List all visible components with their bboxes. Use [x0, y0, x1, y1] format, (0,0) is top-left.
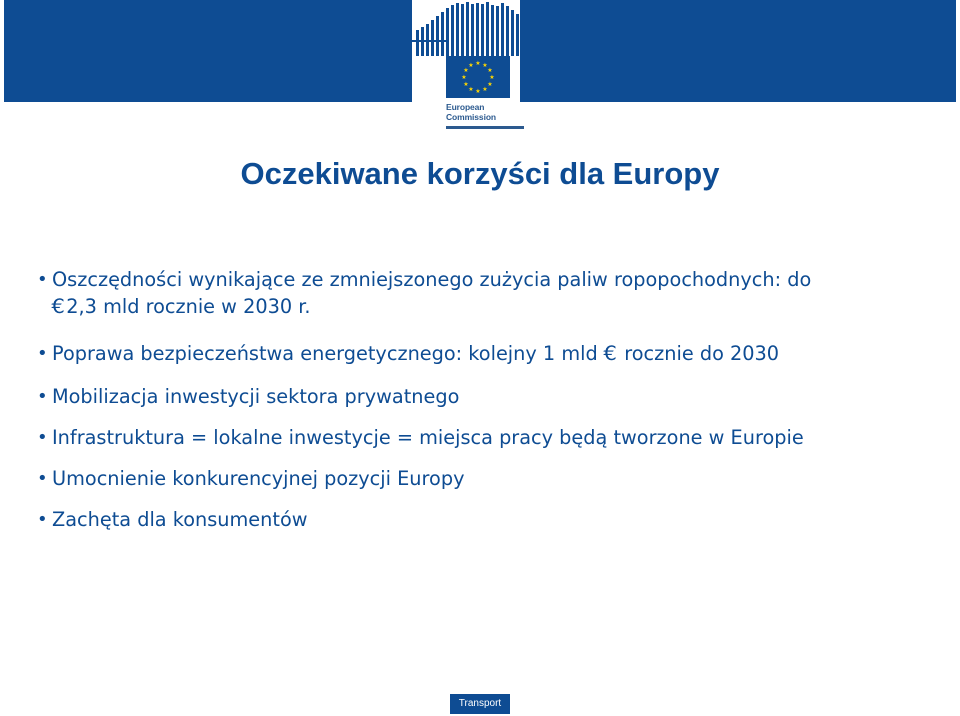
bullet-item	[34, 340, 932, 367]
slide-title: Oczekiwane korzyści dla Europy	[240, 156, 720, 191]
svg-text:★: ★	[487, 81, 493, 88]
bullet-marker: •	[37, 343, 48, 364]
logo-underline	[446, 126, 524, 129]
eu-flag-icon	[446, 56, 510, 98]
bullet-marker: •	[37, 468, 48, 489]
organization-name	[446, 102, 516, 122]
bullet-text-after: rocznie do 2030	[618, 342, 780, 365]
bullet-continuation: 2,3 mld rocznie w 2030 r.	[66, 295, 311, 318]
svg-text:★: ★	[461, 74, 467, 81]
svg-text:★: ★	[489, 74, 495, 81]
bullet-text: Mobilizacja inwestycji sektora prywatnego	[52, 385, 460, 408]
svg-text:★: ★	[468, 62, 474, 69]
bullet-marker: •	[37, 509, 48, 530]
organization-line-2: Commission	[446, 112, 497, 122]
bullet-text: Zachęta dla konsumentów	[52, 508, 308, 531]
bullet-text: Umocnienie konkurencyjnej pozycji Europy	[52, 467, 465, 490]
bullet-list	[34, 266, 932, 547]
svg-text:★: ★	[463, 81, 469, 88]
svg-text:★: ★	[482, 62, 488, 69]
svg-text:★: ★	[482, 86, 488, 93]
svg-text:★: ★	[463, 67, 469, 74]
bullet-item	[34, 506, 932, 533]
bullet-text-before: Poprawa bezpieczeństwa energetycznego: kolejny 1 mld	[52, 342, 604, 365]
bullet-item	[34, 383, 932, 410]
bullet-text: Infrastruktura = lokalne inwestycje = miejsca pracy będą tworzone w Europie	[52, 426, 804, 449]
euro-symbol: €	[603, 342, 617, 365]
svg-text:★: ★	[475, 60, 481, 67]
bullet-marker: •	[37, 386, 48, 407]
euro-symbol: €	[51, 295, 65, 318]
organization-line-1: European	[446, 102, 485, 112]
european-commission-logo	[412, 0, 520, 138]
bullet-item	[34, 424, 932, 451]
svg-text:★: ★	[468, 86, 474, 93]
svg-text:★: ★	[475, 88, 481, 95]
bullet-text: Oszczędności wynikające ze zmniejszonego zużycia paliw ropopochodnych: do	[52, 268, 812, 291]
bullet-marker: •	[37, 269, 48, 290]
bullet-item	[34, 266, 932, 320]
footer-transport-tag: Transport	[450, 694, 510, 714]
bullet-marker: •	[37, 427, 48, 448]
bullet-item	[34, 465, 932, 492]
svg-text:★: ★	[487, 67, 493, 74]
ec-building-icon	[412, 0, 520, 56]
